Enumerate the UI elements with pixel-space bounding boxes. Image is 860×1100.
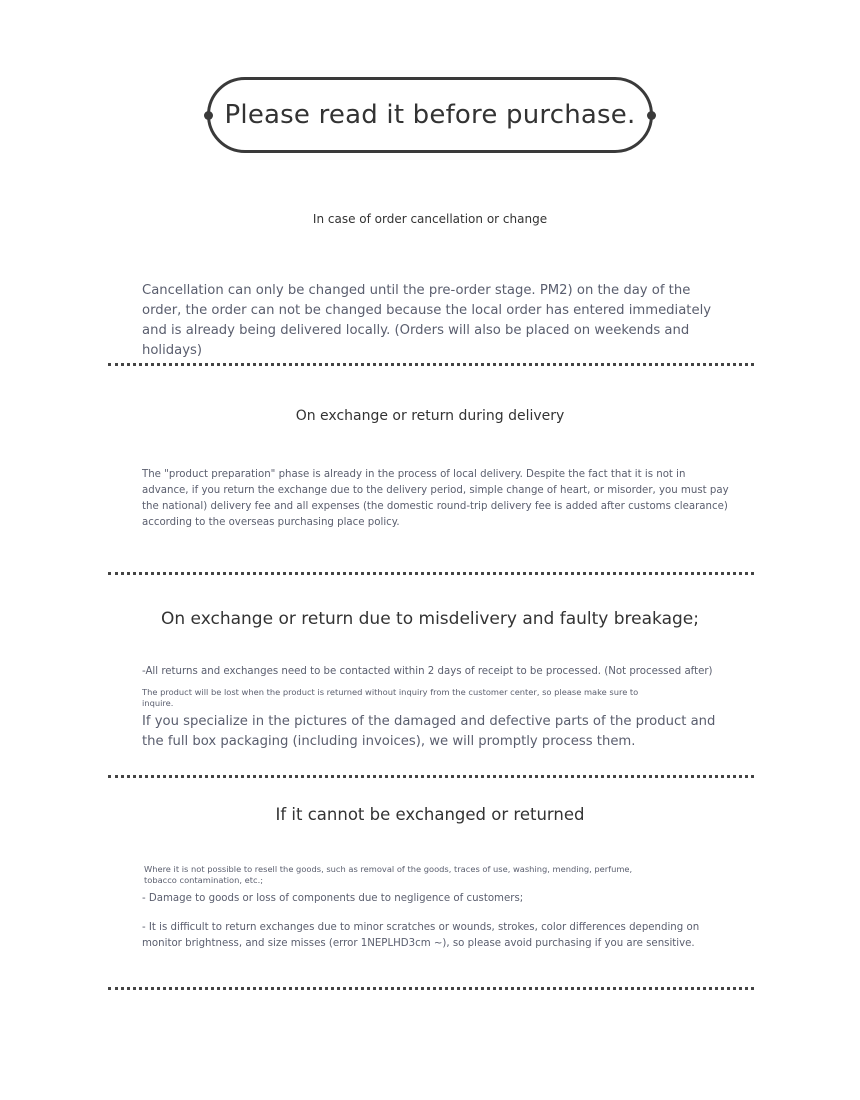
section-paragraph: - Damage to goods or loss of components due to negligence of customers; bbox=[142, 893, 524, 904]
section-heading-non-returnable: If it cannot be exchanged or returned bbox=[275, 805, 585, 824]
dotted-divider bbox=[108, 572, 754, 575]
title-banner bbox=[207, 77, 653, 153]
section-heading-delivery-return: On exchange or return during delivery bbox=[295, 408, 565, 424]
section-paragraph: The product will be lost when the product is returned without inquiry from the customer center, so please make sure to inquire. bbox=[142, 687, 639, 708]
dotted-divider bbox=[108, 363, 754, 366]
banner-right-dot bbox=[647, 111, 656, 120]
section-paragraph: If you specialize in the pictures of the damaged and defective parts of the product and the full box packaging (including invoices), we will promptly process them. bbox=[142, 714, 716, 749]
section-heading-misdelivery: On exchange or return due to misdelivery and faulty breakage; bbox=[161, 609, 699, 629]
section-paragraph: -All returns and exchanges need to be contacted within 2 days of receipt to be processed. (Not processed after) bbox=[142, 666, 713, 677]
section-paragraph: Where it is not possible to resell the goods, such as removal of the goods, traces of use, washing, mending, perfume, tobacco contamination, etc.; bbox=[144, 864, 633, 885]
section-paragraph: Cancellation can only be changed until the pre-order stage. PM2) on the day of the order, the order can not be changed because the local order has entered immediately and is already being delivered locally. (Orders will also be placed on weekends and holidays) bbox=[142, 283, 712, 358]
banner-left-dot bbox=[204, 111, 213, 120]
dotted-divider bbox=[108, 775, 754, 778]
page-title: Please read it before purchase. bbox=[224, 100, 636, 130]
dotted-divider bbox=[108, 987, 754, 990]
section-paragraph: - It is difficult to return exchanges due to minor scratches or wounds, strokes, color differences depending on monitor brightness, and size misses (error 1NEPLHD3cm ~), so please avoid purchasing if you are sensitive. bbox=[142, 922, 700, 949]
section-heading-cancellation: In case of order cancellation or change bbox=[312, 212, 548, 226]
section-paragraph: The "product preparation" phase is already in the process of local delivery. Despite the fact that it is not in advance, if you return the exchange due to the delivery period, simple change of heart, or misorder, you must pay the national) delivery fee and all expenses (the domestic round-trip delivery fee is added after customs clearance) according to the overseas purchasing place policy. bbox=[142, 469, 729, 528]
